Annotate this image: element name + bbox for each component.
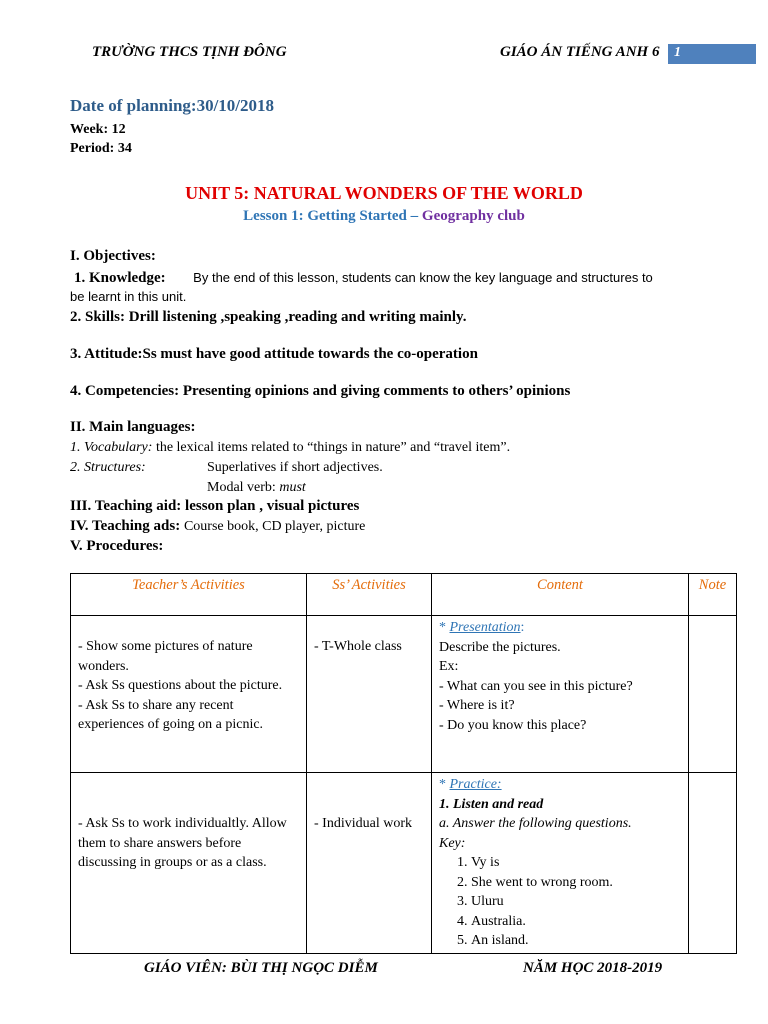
ss-text: - T-Whole class	[314, 639, 402, 654]
note-practice	[689, 773, 737, 954]
key-label: Key:	[439, 835, 466, 851]
content-line: - What can you see in this picture?	[439, 678, 633, 694]
ss-activities-presentation	[307, 616, 432, 773]
header-note: Note	[689, 574, 737, 616]
lesson-topic: Geography club	[421, 208, 525, 224]
list-item: 1. Vy is	[471, 853, 681, 873]
knowledge	[70, 269, 750, 288]
list-item: 5. An island.	[471, 931, 681, 951]
skills: 2. Skills: Drill listening ,speaking ,reading and writing mainly.	[70, 309, 467, 325]
list-item: - Ask Ss to work individualtly. Allow them to share answers before discussing in groups or as a class.	[78, 816, 287, 870]
listen-read-heading: 1. Listen and read	[439, 796, 544, 812]
header-teacher: Teacher’s Activities	[71, 574, 307, 616]
content-practice: * Practice: 1. Listen and read a. Answer the following questions. Key: 1. Vy is 2. She went to wrong room. 3. Uluru 4. Australia. 5. An island.	[432, 773, 689, 954]
structures-label: 2. Structures:	[70, 460, 146, 475]
content-presentation: * Presentation: Describe the pictures. Ex: - What can you see in this picture? - Where is it? - Do you know this place?	[432, 616, 689, 773]
objectives-heading: I. Objectives:	[70, 248, 156, 264]
date-of-planning: Date of planning:30/10/2018	[70, 96, 275, 115]
answer-key-list	[439, 853, 681, 951]
school-year: NĂM HỌC 2018-2019	[523, 960, 663, 976]
period: Period: 34	[70, 141, 132, 156]
list-item: 4. Australia.	[471, 912, 681, 932]
school-name: TRƯỜNG THCS TỊNH ĐÔNG	[92, 44, 287, 60]
teacher-activities-presentation	[71, 616, 307, 773]
lesson-name: Lesson 1: Getting Started –	[243, 208, 422, 224]
content-line: - Where is it?	[439, 698, 515, 713]
content-line: Describe the pictures.	[439, 639, 561, 655]
procedures-table	[70, 573, 737, 954]
vocabulary-text: the lexical items related to “things in nature” and “travel item”.	[152, 440, 511, 455]
procedures-heading: V. Procedures:	[70, 538, 164, 554]
content-line: - Do you know this place?	[439, 717, 587, 733]
modal-value: must	[279, 480, 306, 495]
list-item: - Ask Ss questions about the picture.	[78, 678, 283, 693]
teacher-name: GIÁO VIÊN: BÙI THỊ NGỌC DIỄM	[144, 960, 378, 976]
question-instruction: a. Answer the following questions.	[439, 816, 632, 831]
list-item: 2. She went to wrong room.	[471, 873, 681, 893]
teaching-ads-label: IV. Teaching ads:	[70, 518, 184, 534]
teaching-ads-value: Course book, CD player, picture	[183, 519, 366, 534]
vocabulary-label: 1. Vocabulary:	[70, 440, 153, 455]
structures-text: Superlatives if short adjectives.	[207, 460, 383, 475]
list-item: 3. Uluru	[471, 892, 681, 912]
modal-label: Modal verb:	[207, 480, 280, 495]
knowledge-label: 1. Knowledge:	[74, 270, 166, 286]
attitude: 3. Attitude:Ss must have good attitude towards the co-operation	[70, 346, 478, 362]
page-number-badge	[668, 44, 756, 64]
week: Week: 12	[70, 122, 126, 137]
list-item: - Show some pictures of nature wonders.	[78, 639, 253, 674]
ss-text: - Individual work	[314, 816, 412, 831]
languages-heading: II. Main languages:	[70, 419, 196, 435]
table-row-practice	[71, 773, 737, 954]
competencies: 4. Competencies: Presenting opinions and giving comments to others’ opinions	[70, 383, 571, 399]
presentation-title: Presentation	[449, 620, 521, 635]
teaching-ads	[70, 518, 365, 535]
teaching-aid-value: lesson plan , visual pictures	[185, 498, 360, 514]
lesson-title	[0, 208, 768, 225]
subject-title: GIÁO ÁN TIẾNG ANH 6	[500, 44, 660, 60]
knowledge-text: By the end of this lesson, students can know the key language and structures to	[193, 270, 653, 285]
header-ss: Ss’ Activities	[307, 574, 432, 616]
ss-activities-practice	[307, 773, 432, 954]
teaching-aid-label: III. Teaching aid:	[70, 498, 186, 514]
content-line: Ex:	[439, 659, 459, 674]
table-header-row	[71, 574, 737, 616]
page-number: 1	[674, 45, 681, 60]
vocabulary	[70, 439, 510, 457]
list-item: - Ask Ss to share any recent experiences of going on a picnic.	[78, 697, 264, 732]
knowledge-text-2: be learnt in this unit.	[70, 289, 187, 304]
note-presentation	[689, 616, 737, 773]
modal-verb	[207, 479, 306, 497]
header-content: Content	[432, 574, 689, 616]
teaching-aid	[70, 498, 359, 515]
unit-title: UNIT 5: NATURAL WONDERS OF THE WORLD	[185, 183, 583, 203]
table-row-presentation	[71, 616, 737, 773]
practice-title: Practice:	[449, 777, 502, 792]
teacher-activities-practice	[71, 773, 307, 954]
